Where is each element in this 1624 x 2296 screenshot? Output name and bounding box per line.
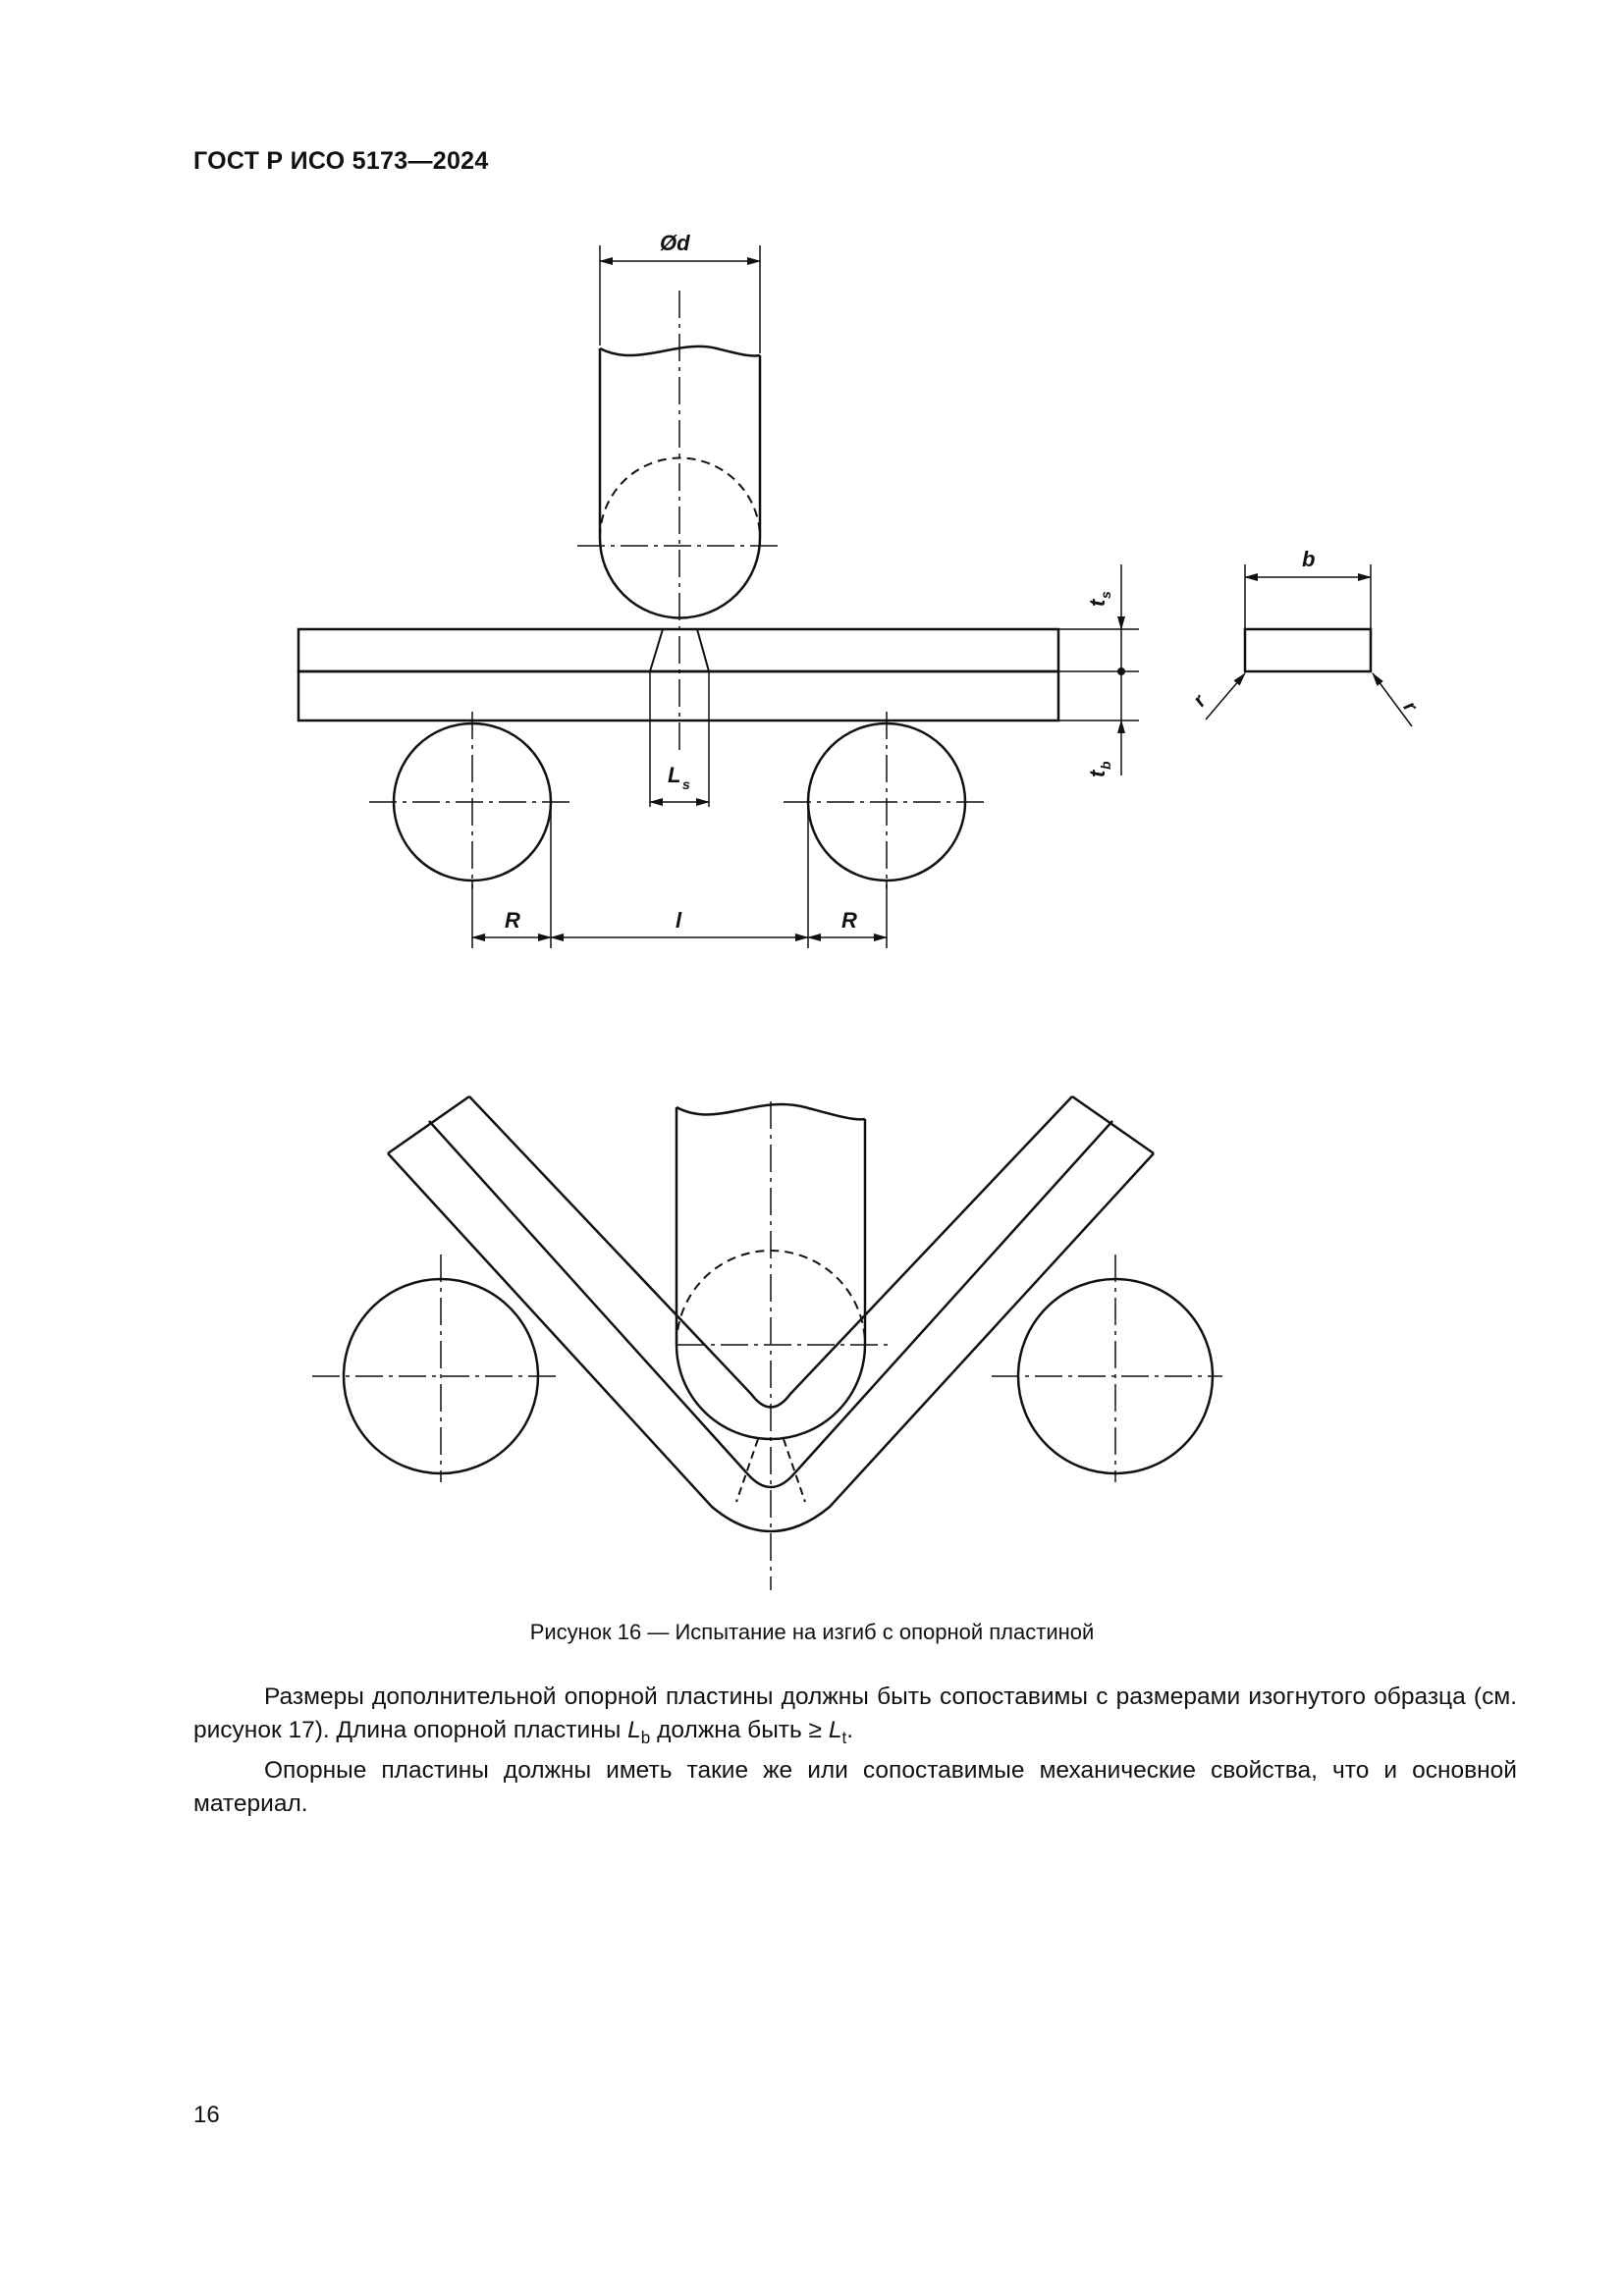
label-tb — [1085, 761, 1113, 777]
label-r-right-span: R — [841, 908, 857, 933]
svg-text:s: s — [1098, 591, 1113, 599]
dimension-dot — [1117, 667, 1125, 675]
document-header: ГОСТ Р ИСО 5173—2024 — [193, 147, 489, 175]
specimen — [298, 629, 1058, 671]
label-ts — [1085, 591, 1113, 607]
label-r-left: r — [1189, 691, 1211, 712]
svg-text:t: t — [1085, 599, 1110, 607]
figure-caption: Рисунок 16 — Испытание на изгиб с опорной пластиной — [529, 1620, 1095, 1644]
cross-section — [1206, 564, 1412, 726]
svg-text:t: t — [1085, 770, 1110, 777]
label-width: b — [1302, 547, 1316, 571]
center-lines — [369, 291, 990, 888]
paragraph-1: Размеры дополнительной опорной пластины должны быть сопоставимы с размерами изогнутого образца (см. рисунок 17). Длина опорной пластины $L_b$ должна быть ≥ $L_t$. — [193, 1683, 1517, 1747]
label-r-right: r — [1398, 697, 1422, 717]
paragraph-2: Опорные пластины должны иметь такие же или сопоставимые механические свойства, что и основной материал. — [193, 1756, 1517, 1817]
top-drawing — [298, 245, 1412, 948]
label-diameter: Ød — [660, 231, 690, 255]
body-text — [193, 1681, 1517, 1821]
backing-plate — [298, 671, 1058, 721]
page-number: 16 — [193, 2102, 220, 2128]
svg-text:s: s — [682, 776, 690, 792]
label-ls — [668, 763, 690, 792]
label-span: l — [676, 908, 682, 933]
bottom-drawing — [312, 1096, 1222, 1590]
svg-text:L: L — [668, 763, 681, 787]
svg-text:b: b — [1098, 761, 1113, 770]
label-r-left-span: R — [505, 908, 520, 933]
